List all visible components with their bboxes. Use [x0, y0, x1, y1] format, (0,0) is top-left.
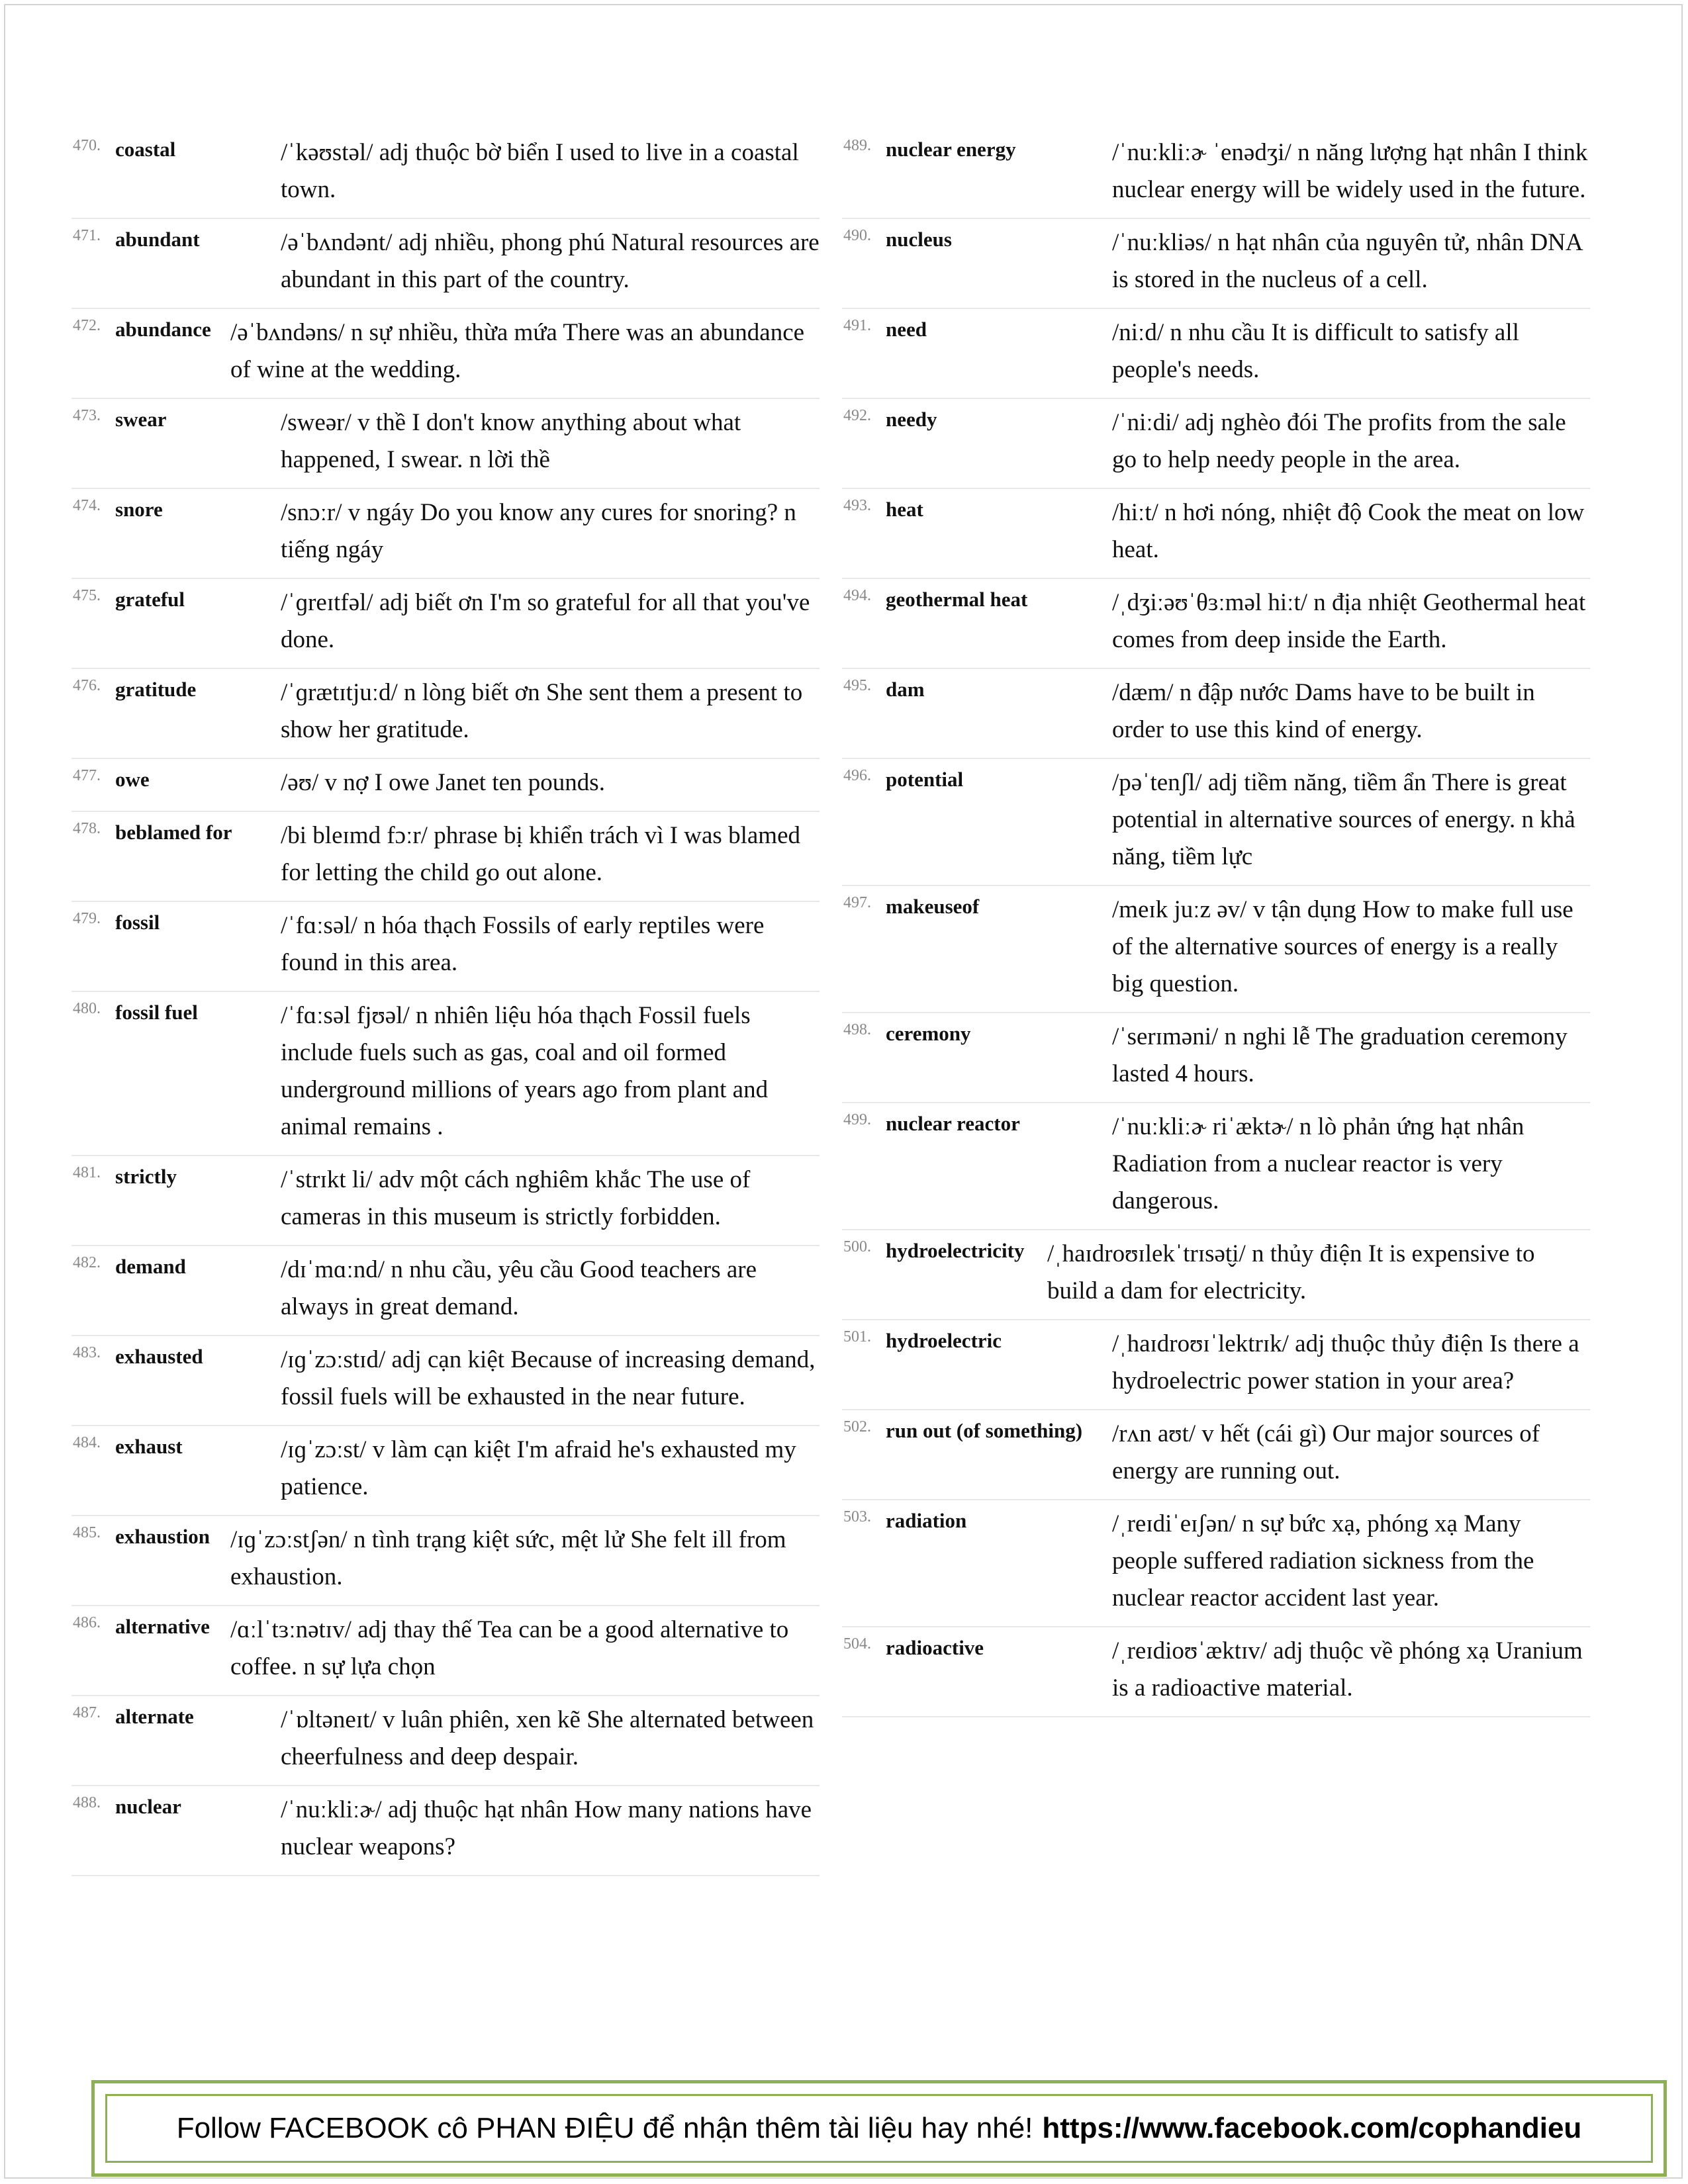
entry-definition: /ˈnuːkliːɚ ˈenədʒi/ n năng lượng hạt nhân I think nuclear energy will be widely used in the future.: [1112, 139, 1588, 203]
entry-number: 483.: [73, 1344, 101, 1361]
vocab-entry: [842, 1230, 1590, 1320]
entry-definition: /ˈnuːkliəs/ n hạt nhân của nguyên tử, nhân DNA is stored in the nucleus of a cell.: [1112, 229, 1582, 293]
vocab-entry: [71, 1336, 820, 1426]
entry-word: hydroelectric: [886, 1329, 1002, 1352]
entry-number: 470.: [73, 137, 101, 154]
vocab-entry: [842, 759, 1590, 886]
entry-number: 487.: [73, 1704, 101, 1721]
entry-word: abundant: [115, 228, 200, 251]
vocab-entry: [71, 759, 820, 812]
entry-definition: /rʌn aʊt/ v hết (cái gì) Our major sources of energy are running out.: [1112, 1420, 1540, 1484]
vocab-entry: [71, 309, 820, 399]
vocab-entry: [842, 399, 1590, 489]
vocab-entry: [71, 399, 820, 489]
entry-word: run out (of something): [886, 1419, 1083, 1442]
entry-word: demand: [115, 1255, 186, 1278]
entry-definition: /ˈɒltəneɪt/ v luân phiên, xen kẽ She alternated between cheerfulness and deep despair.: [281, 1706, 814, 1770]
entry-number: 495.: [843, 677, 871, 694]
entry-number: 492.: [843, 407, 871, 424]
entry-word: makeuseof: [886, 895, 980, 918]
entry-word: ceremony: [886, 1022, 971, 1045]
entry-word: nucleus: [886, 228, 952, 251]
entry-definition: /niːd/ n nhu cầu It is difficult to satisfy all people's needs.: [1112, 319, 1519, 383]
entry-definition: /ˈɡreɪtfəl/ adj biết ơn I'm so grateful for all that you've done.: [281, 589, 810, 653]
vocab-entry: [71, 489, 820, 579]
entry-word: abundance: [115, 318, 211, 341]
entry-word: swear: [115, 408, 167, 431]
entry-definition: /pəˈtenʃl/ adj tiềm năng, tiềm ẩn There is great potential in alternative sources of energy. n khả năng, tiềm lực: [1112, 769, 1575, 870]
entry-word: grateful: [115, 588, 185, 611]
entry-number: 486.: [73, 1614, 101, 1631]
entry-definition: /ɪɡˈzɔːstʃən/ n tình trạng kiệt sức, mệt lử She felt ill from exhaustion.: [230, 1526, 786, 1590]
entry-word: fossil: [115, 911, 160, 934]
entry-definition: /ˌreɪdiˈeɪʃən/ n sự bức xạ, phóng xạ Many people suffered radiation sickness from the nuclear reactor accident last year.: [1112, 1510, 1534, 1612]
vocab-entry: [842, 1410, 1590, 1500]
entry-number: 471.: [73, 227, 101, 244]
vocab-entry: [71, 579, 820, 669]
vocab-entry: [71, 1606, 820, 1696]
entry-number: 488.: [73, 1794, 101, 1811]
entry-word: dam: [886, 678, 925, 701]
entry-number: 481.: [73, 1164, 101, 1181]
vocab-entry: [842, 219, 1590, 309]
entry-word: alternative: [115, 1615, 210, 1638]
entry-definition: /ˈnuːkliːɚ riˈæktɚ/ n lò phản ứng hạt nhân Radiation from a nuclear reactor is very dangerous.: [1112, 1113, 1524, 1214]
vocab-entry: [71, 1426, 820, 1516]
entry-word: strictly: [115, 1165, 177, 1188]
entry-number: 472.: [73, 317, 101, 334]
entry-word: fossil fuel: [115, 1001, 198, 1024]
entry-definition: /ˈserɪməni/ n nghi lễ The graduation ceremony lasted 4 hours.: [1112, 1023, 1568, 1087]
entry-number: 478.: [73, 820, 101, 837]
entry-word: nuclear: [115, 1795, 181, 1818]
footer-banner: [91, 2080, 1667, 2177]
entry-number: 493.: [843, 497, 871, 514]
entry-number: 476.: [73, 677, 101, 694]
entry-number: 502.: [843, 1418, 871, 1435]
entry-number: 477.: [73, 767, 101, 784]
vocab-entry: [842, 309, 1590, 399]
footer-inner: [105, 2094, 1653, 2163]
entry-definition: /snɔːr/ v ngáy Do you know any cures for snoring? n tiếng ngáy: [281, 499, 796, 563]
vocab-entry: [71, 812, 820, 902]
entry-word: geothermal heat: [886, 588, 1028, 611]
entry-number: 491.: [843, 317, 871, 334]
entry-word: owe: [115, 768, 150, 791]
entry-definition: /ˈfɑːsəl/ n hóa thạch Fossils of early reptiles were found in this area.: [281, 912, 765, 976]
entry-word: snore: [115, 498, 163, 521]
entry-number: 474.: [73, 497, 101, 514]
vocab-entry: [842, 886, 1590, 1013]
vocab-entry: [71, 669, 820, 759]
vocab-entry: [842, 1627, 1590, 1717]
vocab-entry: [71, 902, 820, 992]
left-column: [71, 129, 820, 1876]
vocab-entry: [842, 489, 1590, 579]
entry-number: 494.: [843, 587, 871, 604]
entry-definition: /ˌreɪdioʊˈæktɪv/ adj thuộc về phóng xạ Uranium is a radioactive material.: [1112, 1637, 1583, 1702]
entry-number: 484.: [73, 1434, 101, 1451]
entry-number: 485.: [73, 1524, 101, 1541]
entry-definition: /ˌhaɪdroʊɪlekˈtrɪsət̬i/ n thủy điện It is expensive to build a dam for electricity.: [1047, 1240, 1535, 1304]
vocab-entry: [842, 669, 1590, 759]
entry-definition: /əˈbʌndənt/ adj nhiều, phong phú Natural resources are abundant in this part of the country.: [281, 229, 820, 293]
entry-definition: /sweər/ v thề I don't know anything about what happened, I swear. n lời thề: [281, 409, 741, 473]
vocab-entry: [842, 1103, 1590, 1230]
entry-number: 473.: [73, 407, 101, 424]
entry-number: 503.: [843, 1508, 871, 1525]
entry-word: potential: [886, 768, 964, 791]
right-column: [842, 129, 1590, 1717]
entry-definition: /ˈstrɪkt li/ adv một cách nghiêm khắc The use of cameras in this museum is strictly forbidden.: [281, 1166, 751, 1230]
entry-word: alternate: [115, 1705, 194, 1728]
entry-definition: /ˈɡrætɪtjuːd/ n lòng biết ơn She sent them a present to show her gratitude.: [281, 679, 803, 743]
vocab-entry: [71, 992, 820, 1156]
vocab-entry: [842, 129, 1590, 219]
vocab-entry: [71, 1246, 820, 1336]
vocab-entry: [71, 1696, 820, 1786]
entry-word: exhausted: [115, 1345, 203, 1368]
entry-definition: /dæm/ n đập nước Dams have to be built in order to use this kind of energy.: [1112, 679, 1535, 743]
entry-number: 490.: [843, 227, 871, 244]
vocab-entry: [71, 219, 820, 309]
footer-link[interactable]: https://www.facebook.com/cophandieu: [1042, 2112, 1582, 2144]
entry-number: 489.: [843, 137, 871, 154]
vocab-entry: [842, 1320, 1590, 1410]
entry-word: exhaustion: [115, 1525, 210, 1548]
entry-number: 498.: [843, 1021, 871, 1038]
entry-word: coastal: [115, 138, 176, 161]
entry-number: 475.: [73, 587, 101, 604]
vocab-entry: [71, 1516, 820, 1606]
entry-definition: /hiːt/ n hơi nóng, nhiệt độ Cook the meat on low heat.: [1112, 499, 1585, 563]
entry-number: 496.: [843, 767, 871, 784]
entry-number: 500.: [843, 1238, 871, 1255]
entry-definition: /ˌhaɪdroʊɪˈlektrɪk/ adj thuộc thủy điện Is there a hydroelectric power station in your area?: [1112, 1330, 1579, 1394]
entry-word: nuclear energy: [886, 138, 1016, 161]
vocab-entry: [842, 1500, 1590, 1627]
entry-word: nuclear reactor: [886, 1112, 1020, 1135]
entry-definition: /dɪˈmɑːnd/ n nhu cầu, yêu cầu Good teachers are always in great demand.: [281, 1256, 757, 1320]
entry-definition: /ˈkəʊstəl/ adj thuộc bờ biển I used to live in a coastal town.: [281, 139, 799, 203]
entry-definition: /əˈbʌndəns/ n sự nhiều, thừa mứa There was an abundance of wine at the wedding.: [230, 319, 805, 383]
entry-number: 479.: [73, 910, 101, 927]
entry-number: 499.: [843, 1111, 871, 1128]
entry-definition: /ˈniːdi/ adj nghèo đói The profits from the sale go to help needy people in the area.: [1112, 409, 1566, 473]
entry-word: needy: [886, 408, 937, 431]
entry-word: radiation: [886, 1509, 967, 1532]
entry-definition: /ˈfɑːsəl fjʊəl/ n nhiên liệu hóa thạch Fossil fuels include fuels such as gas, coal and oil formed underground millions of years ago from plant and animal remains .: [281, 1002, 769, 1140]
vocab-entry: [842, 579, 1590, 669]
entry-definition: /meɪk juːz əv/ v tận dụng How to make full use of the alternative sources of energy is a really big question.: [1112, 896, 1573, 997]
entry-definition: /əʊ/ v nợ I owe Janet ten pounds.: [281, 769, 605, 796]
entry-number: 480.: [73, 1000, 101, 1017]
vocab-entry: [71, 129, 820, 219]
entry-word: radioactive: [886, 1636, 984, 1659]
entry-word: exhaust: [115, 1435, 183, 1458]
entry-definition: /ɑːlˈtɜːnətɪv/ adj thay thế Tea can be a good alternative to coffee. n sự lựa chọn: [230, 1616, 789, 1680]
entry-definition: /ˈnuːkliːɚ/ adj thuộc hạt nhân How many nations have nuclear weapons?: [281, 1796, 812, 1860]
entry-definition: /bi bleɪmd fɔːr/ phrase bị khiển trách vì I was blamed for letting the child go out alone.: [281, 822, 800, 886]
entry-definition: /ˌdʒiːəʊˈθɜːməl hiːt/ n địa nhiệt Geothermal heat comes from deep inside the Earth.: [1112, 589, 1586, 653]
entry-number: 504.: [843, 1635, 871, 1653]
vocab-entry: [842, 1013, 1590, 1103]
entry-word: gratitude: [115, 678, 197, 701]
entry-word: hydroelectricity: [886, 1239, 1025, 1262]
entry-definition: /ɪɡˈzɔːst/ v làm cạn kiệt I'm afraid he's exhausted my patience.: [281, 1436, 796, 1500]
entry-number: 501.: [843, 1328, 871, 1345]
entry-word: beblamed for: [115, 821, 232, 844]
entry-word: need: [886, 318, 927, 341]
entry-number: 482.: [73, 1254, 101, 1271]
footer-text: Follow FACEBOOK cô PHAN ĐIỆU để nhận thêm tài liệu hay nhé!: [176, 2112, 1033, 2144]
vocab-entry: [71, 1786, 820, 1876]
entry-number: 497.: [843, 894, 871, 911]
vocab-entry: [71, 1156, 820, 1246]
entry-definition: /ɪɡˈzɔːstɪd/ adj cạn kiệt Because of increasing demand, fossil fuels will be exhausted in the near future.: [281, 1346, 816, 1410]
entry-word: heat: [886, 498, 923, 521]
